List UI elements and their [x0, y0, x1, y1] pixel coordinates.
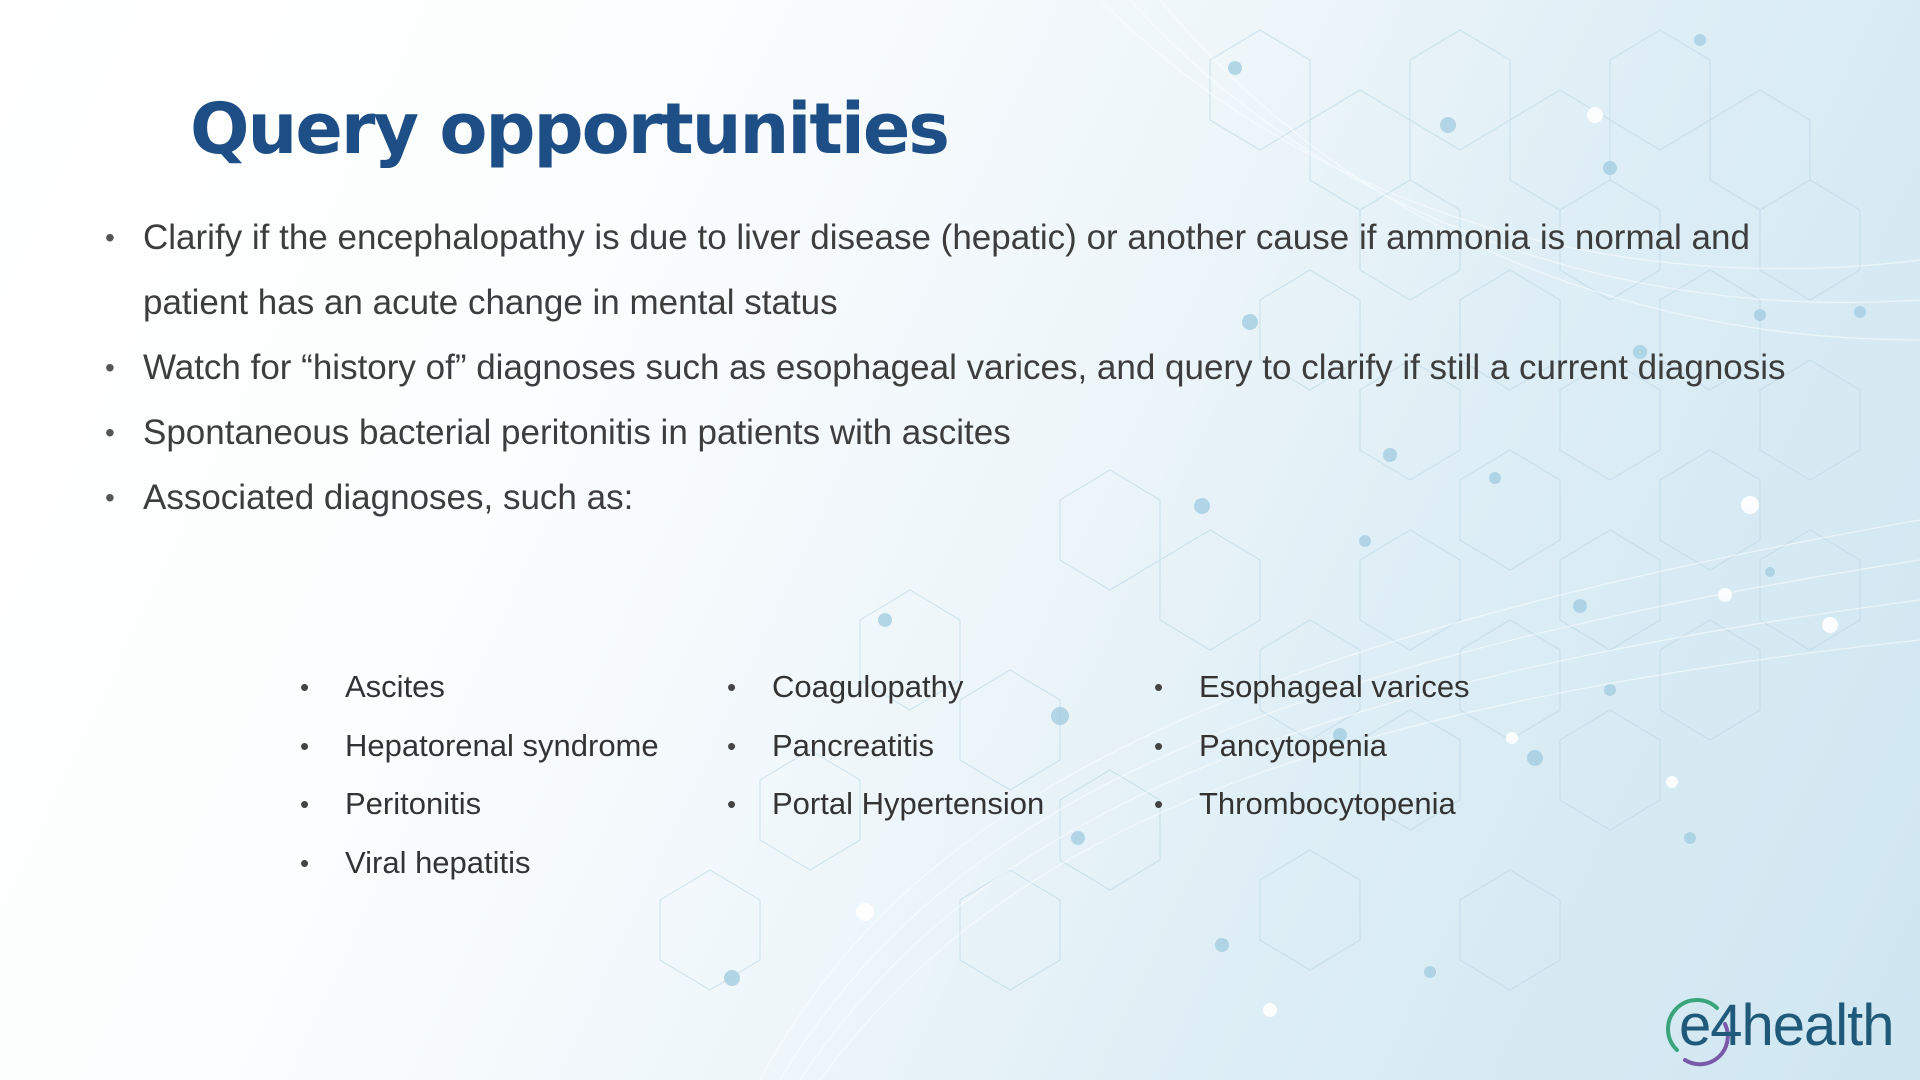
bullet-item: • Spontaneous bacterial peritonitis in patients with ascites [105, 400, 1805, 465]
diagnosis-item: • Coagulopathy [727, 658, 1044, 717]
diagnosis-item: • Pancreatitis [727, 717, 1044, 776]
associated-diagnoses-column-1 [300, 658, 659, 892]
bullet-item: • Clarify if the encephalopathy is due to liver disease (hepatic) or another cause if ammonia is normal and patient has an acute change in mental status [105, 205, 1805, 335]
main-bullet-list [105, 205, 1805, 530]
bullet-item: • Watch for “history of” diagnoses such as esophageal varices, and query to clarify if still a current diagnosis [105, 335, 1805, 400]
diagnosis-item: • Ascites [300, 658, 659, 717]
logo-text: e4health [1679, 993, 1894, 1058]
e4health-logo [1665, 992, 1905, 1068]
associated-diagnoses-column-3 [1154, 658, 1470, 834]
diagnosis-item: • Peritonitis [300, 775, 659, 834]
diagnosis-item: • Viral hepatitis [300, 834, 659, 893]
diagnosis-item: • Pancytopenia [1154, 717, 1470, 776]
diagnosis-item: • Portal Hypertension [727, 775, 1044, 834]
associated-diagnoses-column-2 [727, 658, 1044, 834]
bullet-item: • Associated diagnoses, such as: [105, 465, 1805, 530]
diagnosis-item: • Thrombocytopenia [1154, 775, 1470, 834]
slide-title: Query opportunities [190, 88, 948, 170]
diagnosis-item: • Esophageal varices [1154, 658, 1470, 717]
diagnosis-item: • Hepatorenal syndrome [300, 717, 659, 776]
